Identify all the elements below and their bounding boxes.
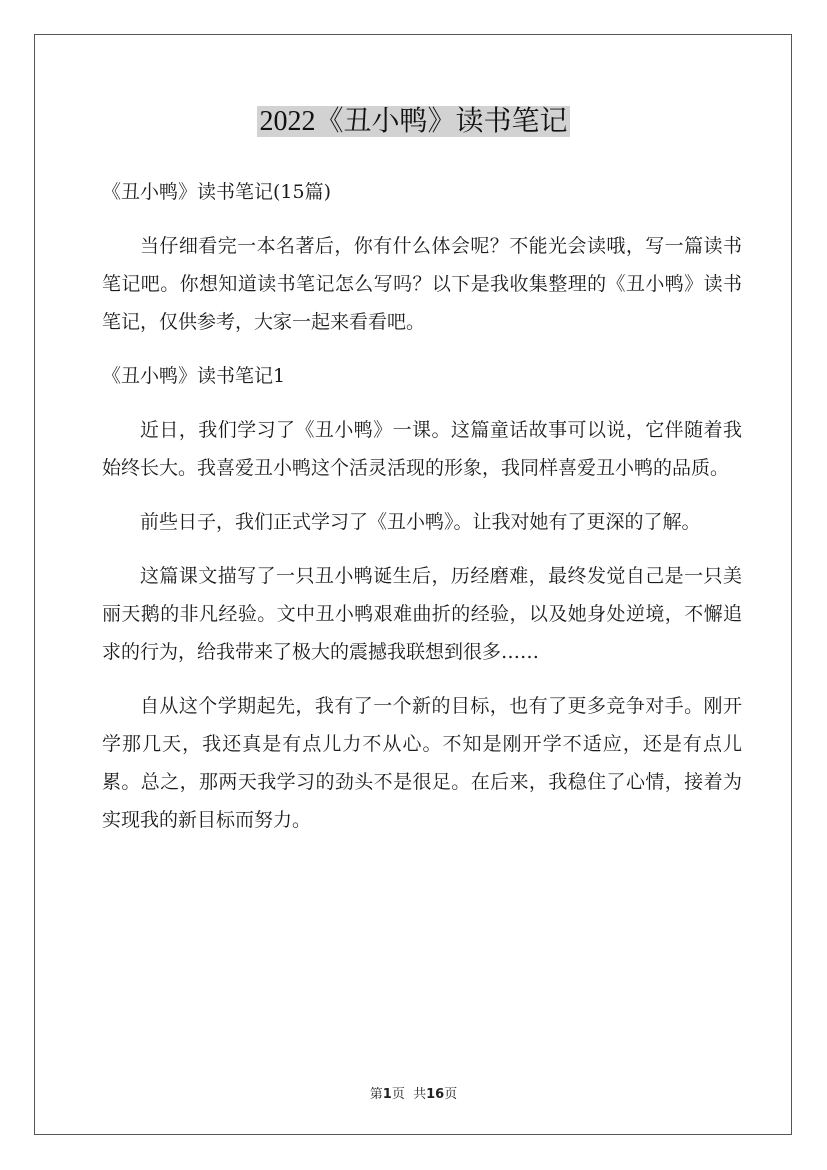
page-number-total: 16 [426, 1087, 445, 1102]
page-number-prefix: 第 [369, 1087, 383, 1102]
page-number-mid: 页 共 [391, 1087, 427, 1102]
body-paragraph: 这篇课文描写了一只丑小鸭诞生后，历经磨难，最终发觉自己是一只美丽天鹅的非凡经验。文中丑小鸭艰难曲折的经验，以及她身处逆境，不懈追求的行为，给我带来了极大的震撼我联想到很多…… [102, 565, 742, 663]
document-title [0, 100, 827, 144]
document-body [102, 173, 742, 855]
document-subtitle: 《丑小鸭》读书笔记(15篇) [102, 181, 332, 203]
document-title-text: 2022《丑小鸭》读书笔记 [259, 106, 568, 137]
page-footer [0, 1083, 827, 1102]
body-paragraph: 前些日子，我们正式学习了《丑小鸭》。让我对她有了更深的了解。 [140, 511, 701, 533]
page-number-current: 1 [382, 1087, 392, 1102]
page-number-suffix: 页 [444, 1087, 458, 1102]
body-paragraph: 近日，我们学习了《丑小鸭》一课。这篇童话故事可以说，它伴随着我始终长大。我喜爱丑小鸭这个活灵活现的形象，我同样喜爱丑小鸭的品质。 [102, 419, 742, 479]
body-paragraph: 自从这个学期起先，我有了一个新的目标，也有了更多竞争对手。刚开学那几天，我还真是有点儿力不从心。不知是刚开学不适应，还是有点儿累。总之，那两天我学习的劲头不是很足。在后来，我稳住了心情，接着为实现我的新目标而努力。 [102, 695, 742, 831]
section-heading: 《丑小鸭》读书笔记1 [102, 365, 286, 387]
intro-paragraph: 当仔细看完一本名著后，你有什么体会呢？不能光会读哦，写一篇读书笔记吧。你想知道读书笔记怎么写吗？以下是我收集整理的《丑小鸭》读书笔记，仅供参考，大家一起来看看吧。 [102, 235, 742, 333]
